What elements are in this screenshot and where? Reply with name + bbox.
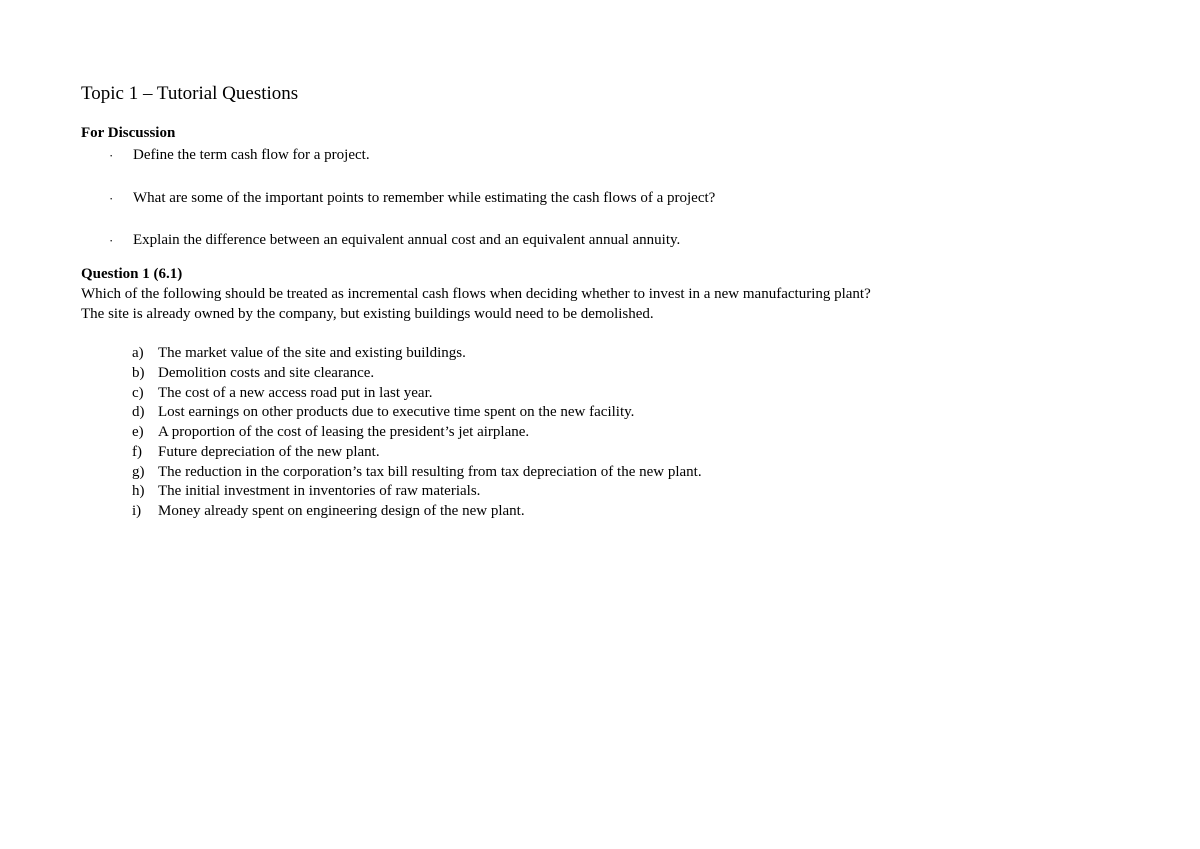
option-text: The market value of the site and existing buildings. bbox=[158, 345, 466, 361]
discussion-bullet-text: What are some of the important points to remember while estimating the cash flows of a project? bbox=[133, 190, 716, 206]
discussion-heading: For Discussion bbox=[81, 125, 176, 141]
answer-option bbox=[0, 443, 1000, 463]
answer-option bbox=[0, 384, 1000, 404]
option-text: Demolition costs and site clearance. bbox=[158, 364, 375, 381]
option-text: Money already spent on engineering design of the new plant. bbox=[158, 503, 525, 519]
answer-option bbox=[0, 364, 1000, 384]
question-heading: Question 1 (6.1) bbox=[81, 266, 183, 282]
option-label: a) bbox=[132, 345, 144, 361]
option-label: g) bbox=[132, 463, 145, 480]
bullet-icon: · bbox=[109, 191, 114, 206]
option-text: A proportion of the cost of leasing the president’s jet airplane. bbox=[158, 424, 530, 440]
discussion-bullet-text: Explain the difference between an equivalent annual cost and an equivalent annual annuity. bbox=[133, 232, 681, 248]
answer-option bbox=[0, 423, 1000, 443]
option-text: The cost of a new access road put in last year. bbox=[158, 384, 433, 401]
option-label: f) bbox=[132, 443, 142, 460]
bullet-icon: · bbox=[109, 233, 114, 248]
option-label: d) bbox=[132, 404, 145, 421]
option-text: The reduction in the corporation’s tax bill resulting from tax depreciation of the new plant. bbox=[158, 463, 702, 480]
answer-option bbox=[0, 482, 1000, 502]
option-text: Future depreciation of the new plant. bbox=[158, 443, 380, 460]
answer-option bbox=[0, 502, 1000, 522]
option-label: i) bbox=[132, 503, 142, 519]
option-text: The initial investment in inventories of raw materials. bbox=[158, 483, 481, 500]
question-intro-line: The site is already owned by the company, but existing buildings would need to be demolished. bbox=[81, 306, 654, 322]
page-title: Topic 1 – Tutorial Questions bbox=[81, 83, 299, 104]
option-text: Lost earnings on other products due to executive time spent on the new facility. bbox=[158, 404, 635, 421]
option-label: e) bbox=[132, 424, 144, 440]
answer-option bbox=[0, 463, 1000, 483]
option-label: b) bbox=[132, 364, 145, 381]
answer-option bbox=[0, 403, 1000, 423]
answer-options-list bbox=[0, 344, 1000, 522]
option-label: c) bbox=[132, 384, 144, 401]
question-intro-line: Which of the following should be treated as incremental cash flows when deciding whether to invest in a new manufacturing plant? bbox=[81, 286, 871, 302]
bullet-icon: · bbox=[109, 148, 114, 163]
option-label: h) bbox=[132, 483, 145, 500]
answer-option bbox=[0, 344, 1000, 364]
discussion-bullet-text: Define the term cash flow for a project. bbox=[133, 147, 370, 163]
